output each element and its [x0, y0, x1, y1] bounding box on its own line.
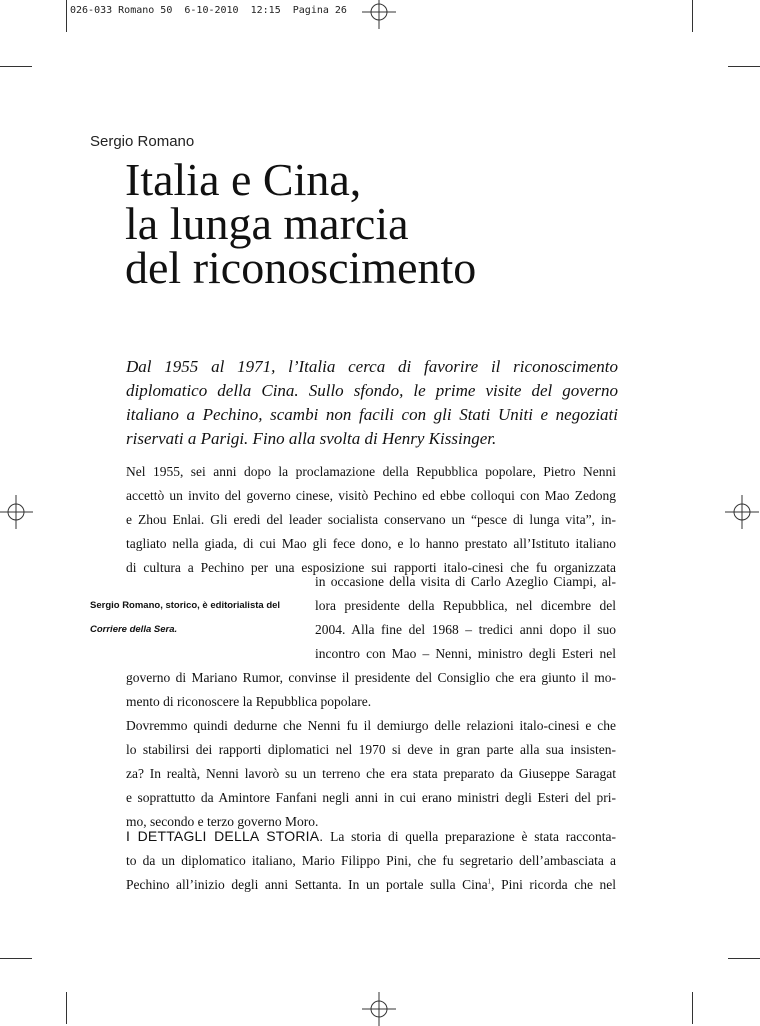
crop-mark [728, 958, 760, 959]
crop-mark [692, 992, 693, 1024]
article-body-part-1 [126, 460, 616, 580]
section-dettagli [126, 824, 616, 897]
body-line: 2004. Alla fine del 1968 – tredici anni dopo il suo [315, 622, 616, 637]
body-line: governo di Mariano Rumor, convinse il presidente del Consiglio che era giunto il mo- [126, 670, 616, 685]
section-text: La storia di quella preparazione è stata racconta- [330, 829, 617, 844]
article-body-part-2 [126, 666, 616, 834]
body-line: e Zhou Enlai. Gli eredi del leader socialista conservano un “pesce di lunga vita”, in- [126, 512, 616, 527]
section-text: Pechino all’inizio degli anni Settanta. In un portale sulla Cina [126, 877, 488, 892]
sidenote-publication: Corriere della Sera. [90, 624, 178, 635]
body-line: mento di riconoscere la Repubblica popolare. [126, 694, 372, 709]
section-line: to da un diplomatico italiano, Mario Filippo Pini, che fu segretario dell’ambasciata a [126, 853, 616, 868]
body-line: di cultura a Pechino per una esposizione sui rapporti italo-cinesi che fu organizzata [126, 560, 616, 575]
article-title [125, 154, 477, 293]
body-line: Dovremmo quindi dedurne che Nenni fu il demiurgo delle relazioni italo-cinesi e che [126, 718, 616, 733]
body-line: accettò un invito del governo cinese, visitò Pechino ed ebbe colloqui con Mao Zedong [126, 488, 616, 503]
author-name: Sergio Romano [90, 133, 195, 150]
body-line: lora presidente della Repubblica, nel dicembre del [315, 598, 616, 613]
registration-mark-icon [725, 495, 759, 529]
registration-mark-icon [0, 495, 33, 529]
crop-mark [0, 66, 32, 67]
sidenote-text: Sergio Romano, storico, è editorialista del [90, 600, 281, 611]
print-slug: 026-033 Romano 50 6-10-2010 12:15 Pagina 26 [70, 5, 347, 16]
crop-mark [692, 0, 693, 32]
footnote-ref: 1 [487, 877, 492, 886]
article-lead: Dal 1955 al 1971, l’Italia cerca di favorire il riconoscimento diplomatico della Cina. Sullo sfondo, le prime visite del governo italiano a Pechino, scambi non facili con gli Stati Uniti e negoziati riservati a Parigi. Fino alla svolta di Henry Kissinger. [126, 357, 618, 448]
section-line [126, 873, 616, 897]
body-line: lo stabilirsi dei rapporti diplomatici nel 1970 si deve in gran parte alla sua insisten- [126, 742, 616, 757]
section-line [126, 824, 616, 849]
article-body-beside-note [315, 570, 616, 666]
body-line: za? In realtà, Nenni lavorò su un terreno che era stata preparato da Giuseppe Saragat [126, 766, 616, 781]
section-heading: I DETTAGLI DELLA STORIA. [126, 828, 324, 844]
crop-mark [0, 958, 32, 959]
body-line: tagliato nella giada, di cui Mao gli fece dono, e lo hanno prestato all’Istituto italiano [126, 536, 616, 551]
title-line: la lunga marcia [125, 198, 409, 249]
registration-mark-icon [362, 0, 396, 29]
crop-mark [66, 0, 67, 32]
author-sidenote [90, 594, 305, 642]
title-line: Italia e Cina, [125, 154, 362, 205]
registration-mark-icon [362, 992, 396, 1026]
body-line: mo, secondo e terzo governo Moro. [126, 814, 319, 829]
body-line: e soprattutto da Amintore Fanfani negli anni in cui erano ministri degli Esteri del pri- [126, 790, 616, 805]
crop-mark [66, 992, 67, 1024]
section-text: , Pini ricorda che nel [491, 877, 616, 892]
body-line: Nel 1955, sei anni dopo la proclamazione della Repubblica popolare, Pietro Nenni [126, 464, 616, 479]
crop-mark [728, 66, 760, 67]
title-line: del riconoscimento [125, 242, 477, 293]
body-line: in occasione della visita di Carlo Azeglio Ciampi, al- [315, 574, 616, 589]
body-line: incontro con Mao – Nenni, ministro degli Esteri nel [315, 646, 616, 661]
